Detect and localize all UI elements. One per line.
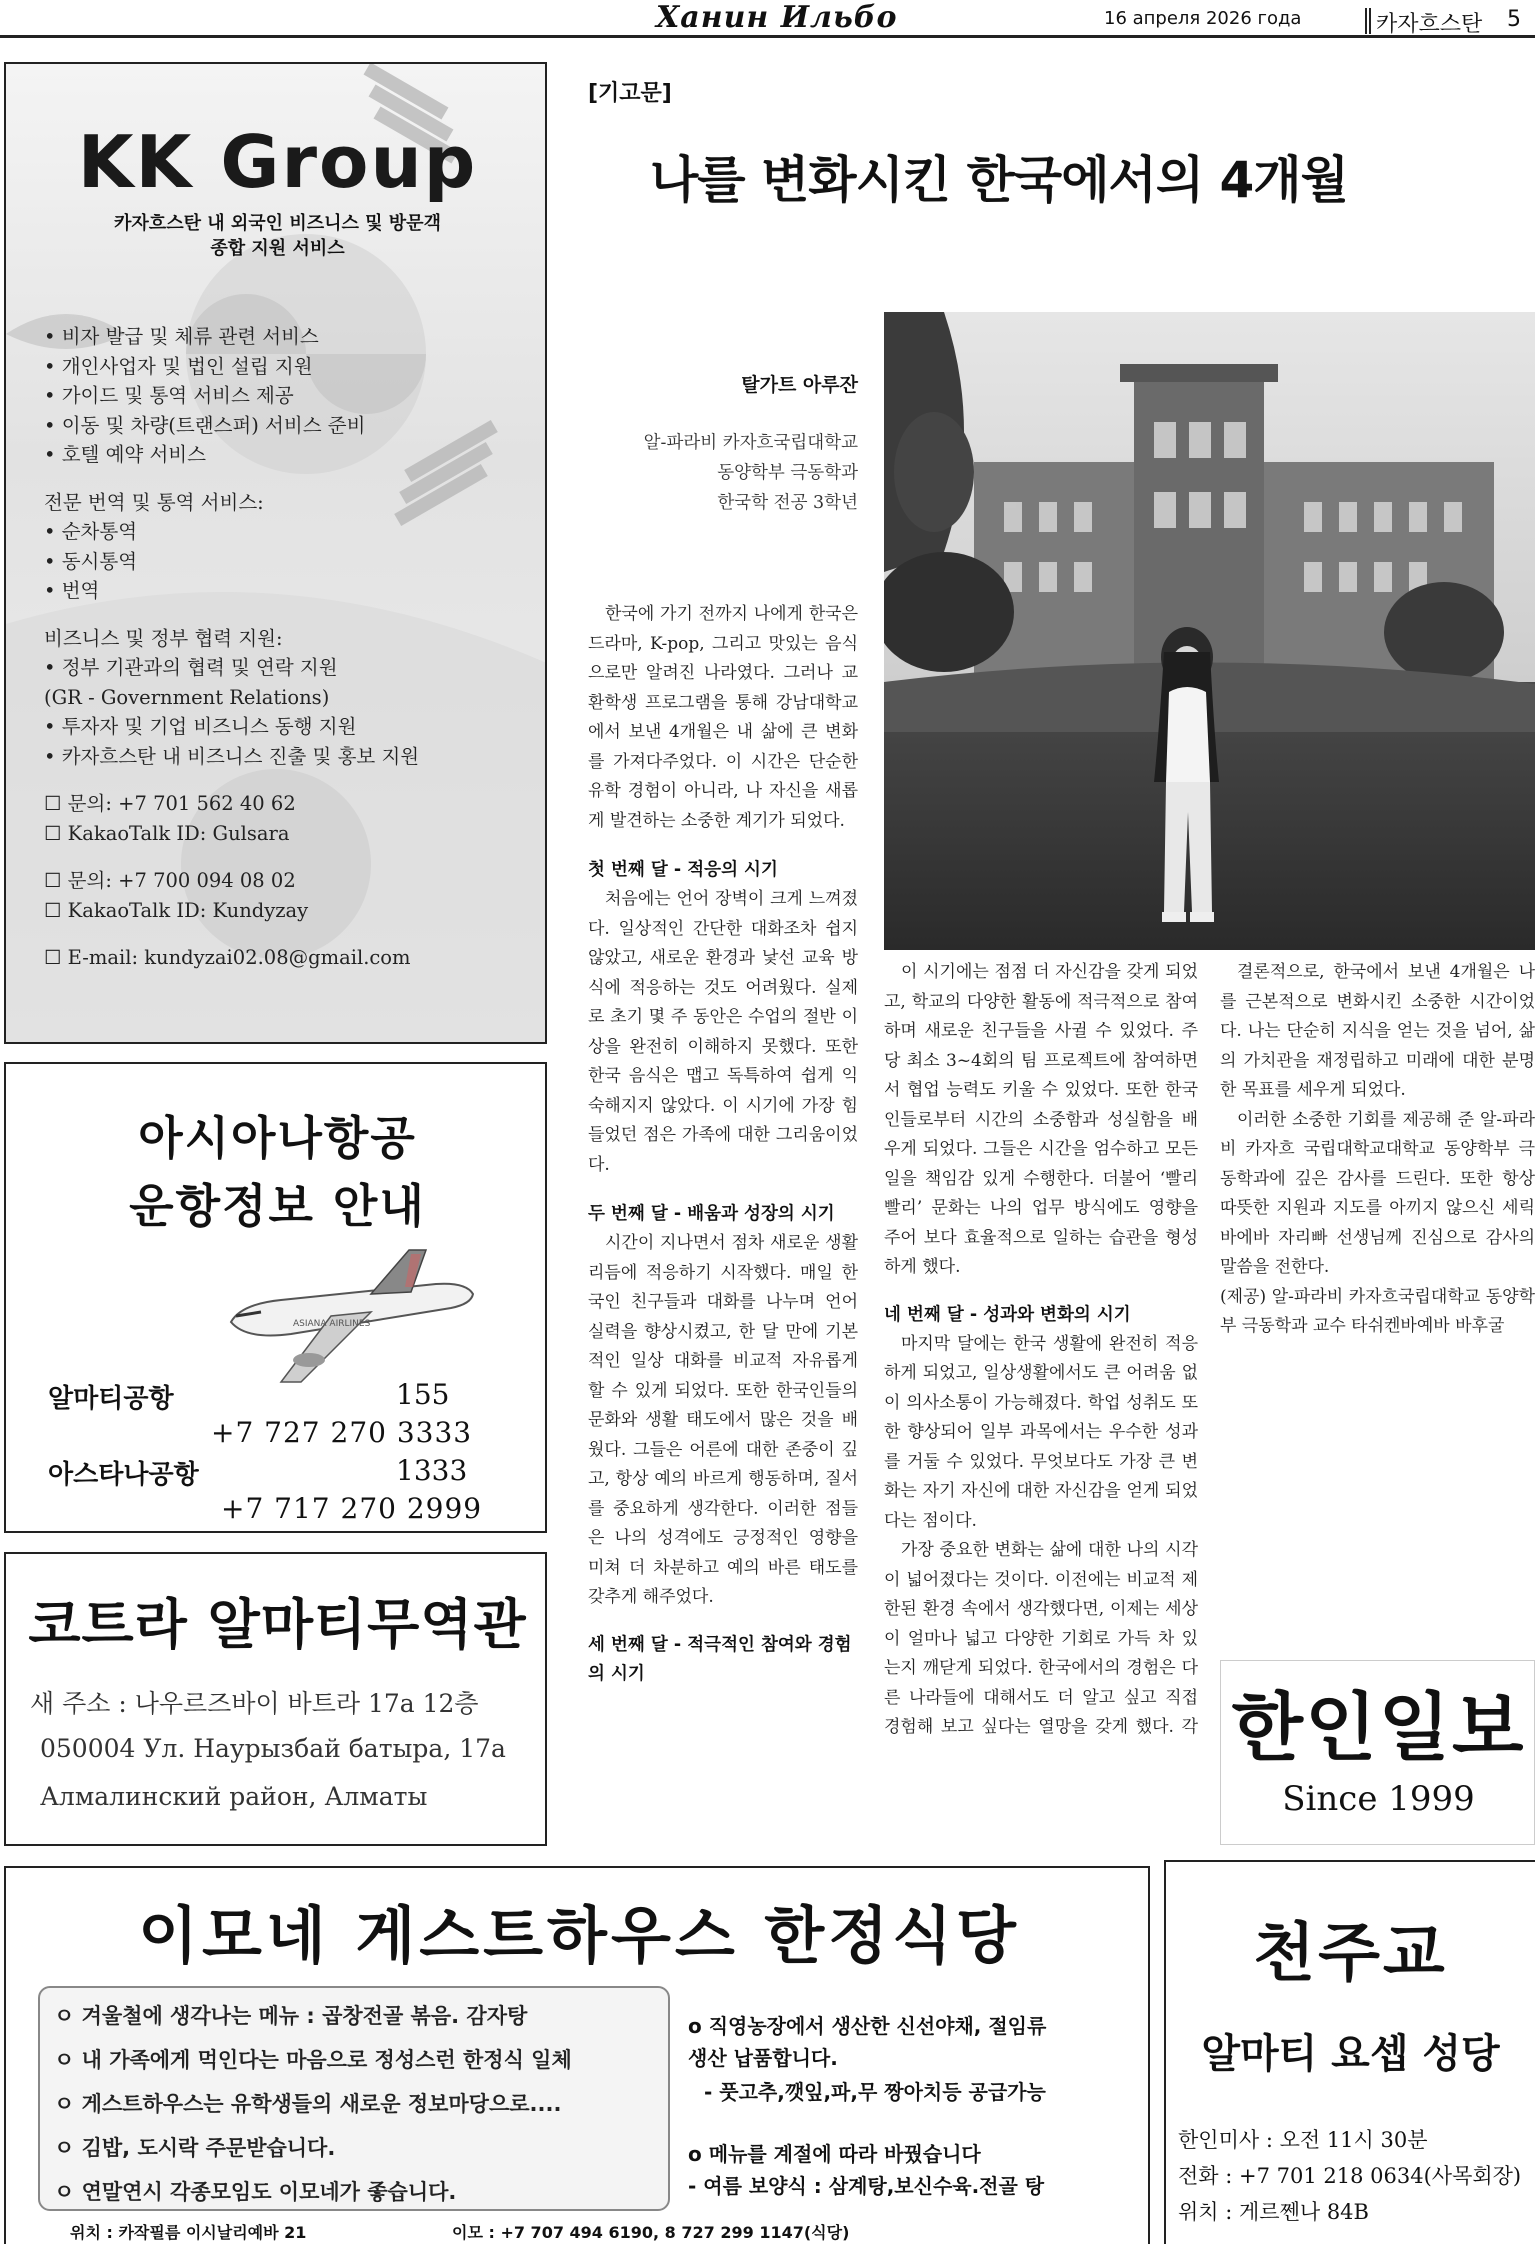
section-heading: 네 번째 달 - 성과와 변화의 시기 xyxy=(884,1304,1131,1325)
farm-line2: 생산 납품합니다. xyxy=(688,2046,838,2070)
article-paragraph: 결론적으로, 한국에서 보낸 4개월은 나를 근본적으로 변화시킨 소중한 시간이었다. 나는 단순히 지식을 얻는 것을 넘어, 삶의 가치관을 재정립하고 미래에 대한 분명한 목표를 세우게 되었다. xyxy=(1220,962,1535,1100)
kk-service-item: • 이동 및 차량(트랜스퍼) 서비스 준비 xyxy=(44,413,366,437)
almaty-airport-code: 155 xyxy=(396,1378,450,1411)
section-heading: 첫 번째 달 - 적응의 시기 xyxy=(588,860,778,880)
almaty-airport-label: 알마티공항 xyxy=(48,1384,174,1414)
kotra-address-korean: 새 주소 : 나우르즈바이 바트라 17a 12층 xyxy=(30,1689,479,1718)
article-paragraph: 시간이 지나면서 점차 새로운 생활 리듬에 적응하기 시작했다. 매일 한국인 친구들과 대화를 나누며 언어 실력을 향상시켰고, 한 달 만에 기본적인 일상 대화를 비교적 자유롭게 할 수 있게 되었다. 또한 한국인들의 문화와 생활 태도에서 많은 것을 배웠다. 그들은 어른에 대한 존중이 깊고, 항상 예의 바르게 행동하며, 질서를 중요하게 생각한다. 이러한 점들은 나의 성격에도 긍정적인 영향을 미쳐 더 차분하고 예의 바른 태도를 갖추게 해주었다. xyxy=(588,1233,858,1607)
airplane-icon xyxy=(221,1242,481,1392)
kk-business-heading: 비즈니스 및 정부 협력 지원: xyxy=(44,626,283,650)
asiana-ad xyxy=(4,1062,547,1533)
affiliation-line: 동양학부 극동학과 xyxy=(717,463,858,483)
article-paragraph: 한국에 가기 전까지 나에게 한국은 드라마, K-pop, 그리고 맛있는 음식으로만 알려진 나라였다. 그러나 교환학생 프로그램을 통해 강남대학교에서 보낸 4개월은 내 삶에 큰 변화를 가져다주었다. 이 시간은 단순한 유학 경험이 아니라, 나 자신을 새롭게 발견하는 소중한 계기가 되었다. xyxy=(588,604,858,831)
kk-group-ad xyxy=(4,62,547,1044)
page-header xyxy=(0,0,1535,38)
church-location: 위치 : 게르쩬나 84B xyxy=(1178,2200,1369,2224)
plane-livery-text: ASIANA AIRLINES xyxy=(293,1319,371,1329)
kk-translation-item: • 번역 xyxy=(44,579,100,602)
kk-contact-phone: ☐ 문의: +7 700 094 08 02 xyxy=(44,869,296,892)
kk-title: KK Group xyxy=(77,120,478,204)
kk-contact-email: ☐ E-mail: kundyzai02.08@gmail.com xyxy=(44,946,411,969)
kotra-title: 코트라 알마티무역관 xyxy=(28,1593,527,1656)
menu-item: ㅇ 겨울철에 생각나는 메뉴 : 곱창전골 볶음. 감자탕 xyxy=(54,2004,528,2028)
kk-business-item: (GR - Government Relations) xyxy=(44,685,330,709)
season-line1: o 메뉴를 계절에 따라 바꿨습니다 xyxy=(688,2142,981,2166)
section-heading: 두 번째 달 - 배움과 성장의 시기 xyxy=(588,1204,835,1224)
menu-item: ㅇ 연말연시 각종모임도 이모네가 좋습니다. xyxy=(54,2180,457,2204)
article-credit: (제공) 알-파라비 카자흐국립대학교 동양학부 극동학과 교수 타쉬켄바예바 바후굴 xyxy=(1220,1286,1535,1336)
astana-airport-phone: +7 717 270 2999 xyxy=(221,1492,483,1525)
section-heading: 세 번째 달 - 적극적인 참여와 경험의 시기 xyxy=(588,1634,852,1684)
kk-translation-heading: 전문 번역 및 통역 서비스: xyxy=(44,490,264,514)
season-line2: - 여름 보양식 : 삼계탕,보신수육.전골 탕 xyxy=(688,2174,1045,2198)
header-divider xyxy=(1365,8,1371,34)
kk-translation-item: • 순차통역 xyxy=(44,520,138,543)
imone-ad xyxy=(4,1866,1150,2244)
article-paragraph: 마지막 달에는 한국 생활에 완전히 적응하게 되었고, 일상생활에서도 큰 어려움 없이 의사소통이 가능해졌다. 학업 성취도 또한 향상되어 일부 과목에서는 우수한 성과를 거둘 수 있었다. 무엇보다도 가장 큰 변화는 자기 자신에 대한 자신감을 얻게 되었다는 점이다. xyxy=(884,1333,1198,1531)
article-paragraph: 이러한 소중한 기회를 제공해 준 알-파라비 카자흐 국립대학교대학교 동양학부 극동학과에 깊은 감사를 드린다. 또한 항상 따뜻한 지원과 지도를 아끼지 않으신 세릭바에바 자리빠 선생님께 진심으로 감사의 말씀을 전한다. xyxy=(1220,1109,1535,1277)
kk-service-item: • 비자 발급 및 체류 관련 서비스 xyxy=(44,325,319,348)
imone-location: 위치 : 카작필름 이시날리예바 21 xyxy=(70,2223,307,2242)
kotra-address-russian-1: 050004 Ул. Наурызбай батыра, 17а xyxy=(40,1734,506,1763)
article-column-3 xyxy=(1220,958,1535,1342)
article-title: 나를 변화시킨 한국에서의 4개월 xyxy=(650,151,1348,209)
kk-business-item: • 투자자 및 기업 비즈니스 동행 지원 xyxy=(44,715,357,738)
article-paragraph: 이 시기에는 점점 더 자신감을 갖게 되었고, 학교의 다양한 활동에 적극적으로 참여하며 새로운 친구들을 사귈 수 있었다. 주당 최소 3~4회의 팀 프로젝트에 참여하면서 협업 능력도 키울 수 있었다. 또한 한국인들로부터 시간의 소중함과 성실함을 배우게 되었다. 그들은 시간을 엄수하고 모든 일을 책임감 있게 수행한다. 더불어 ‘빨리빨리’ 문화는 나의 업무 방식에도 영향을 주어 보다 효율적으로 일하는 습관을 형성하게 했다. xyxy=(884,962,1198,1277)
header-section: 카자흐스탄 xyxy=(1376,12,1483,37)
church-phone: 전화 : +7 701 218 0634(사목회장) xyxy=(1178,2164,1522,2188)
paper-logo-name: 한인일보 xyxy=(1231,1685,1526,1771)
kk-business-item: • 정부 기관과의 협력 및 연락 지원 xyxy=(44,656,338,679)
kk-service-item: • 가이드 및 통역 서비스 제공 xyxy=(44,384,294,407)
article-author: 탈가트 아루잔 xyxy=(741,374,858,396)
kk-subtitle-line1: 카자흐스탄 내 외국인 비즈니스 및 방문객 xyxy=(114,213,441,234)
farm-line3: - 풋고추,깻잎,파,무 짱아치등 공급가능 xyxy=(704,2080,1046,2104)
article-tag: [기고문] xyxy=(588,81,672,106)
menu-item: ㅇ 게스트하우스는 유학생들의 새로운 정보마당으로.... xyxy=(54,2092,562,2116)
astana-airport-code: 1333 xyxy=(396,1454,468,1487)
kotra-ad xyxy=(4,1552,547,1846)
imone-title: 이모네 게스트하우스 한정식당 xyxy=(138,1899,1020,1972)
affiliation-line: 알-파라비 카자흐국립대학교 xyxy=(643,433,858,453)
kk-contact-kakao: ☐ KakaoTalk ID: Kundyzay xyxy=(44,898,309,922)
imone-menu-box xyxy=(38,1986,670,2211)
kotra-address-russian-2: Алмалинский район, Алматы xyxy=(40,1782,428,1811)
church-subtitle: 알마티 요셉 성당 xyxy=(1201,2031,1500,2077)
asiana-title-line2: 운항정보 안내 xyxy=(129,1179,426,1233)
header-date: 16 апреля 2026 года xyxy=(1104,8,1302,29)
kk-service-item: • 호텔 예약 서비스 xyxy=(44,443,206,466)
kk-subtitle-line2: 종합 지원 서비스 xyxy=(210,238,345,259)
kk-translation-item: • 동시통역 xyxy=(44,549,138,573)
kk-services-list xyxy=(44,322,534,973)
masthead: Ханин Ильбо xyxy=(656,0,898,35)
imone-menu-list xyxy=(54,1994,572,2214)
imone-phone: 이모 : +7 707 494 6190, 8 727 299 1147(식당) xyxy=(452,2223,850,2242)
astana-airport-label: 아스타나공항 xyxy=(48,1460,199,1490)
kk-service-item: • 개인사업자 및 법인 설립 지원 xyxy=(44,354,313,378)
asiana-title-line1: 아시아나항공 xyxy=(138,1111,417,1165)
affiliation-line: 한국학 전공 3학년 xyxy=(717,493,858,513)
article-affiliation xyxy=(588,428,858,518)
article-paragraph: 처음에는 언어 장벽이 크게 느껴졌다. 일상적인 간단한 대화조차 쉽지 않았고, 새로운 환경과 낯선 교육 방식에 적응하는 것도 어려웠다. 실제로 초기 몇 주 동안은 수업의 절반 이상을 완전히 이해하지 못했다. 또한 한국 음식은 맵고 독특하여 쉽게 익숙해지지 않았다. 이 시기에 가장 힘들었던 점은 가족에 대한 그리움이었다. xyxy=(588,889,858,1175)
kk-contact-kakao: ☐ KakaoTalk ID: Gulsara xyxy=(44,821,290,845)
article-paragraph: 가장 중요한 변화는 삶에 대한 나의 시각이 넓어졌다는 것이다. 이전에는 비교적 제한된 환경 속에서 생각했다면, 이제는 세상이 얼마나 넓고 다양한 기회로 가득 차 있는지 깨닫게 되었다. 한국에서의 경험은 다른 나라들에 대해서도 더 알고 싶고 직접 경험해 보고 싶다는 열망을 갖게 했다. 각 xyxy=(884,1540,1198,1737)
church-ad xyxy=(1164,1860,1535,2244)
kk-business-item: • 카자흐스탄 내 비즈니스 진출 및 홍보 지원 xyxy=(44,744,420,768)
menu-item: ㅇ 김밥, 도시락 주문받습니다. xyxy=(54,2136,336,2160)
menu-item: ㅇ 내 가족에게 먹인다는 마음으로 정성스런 한정식 일체 xyxy=(54,2048,572,2072)
farm-line1: o 직영농장에서 생산한 신선야채, 절임류 xyxy=(688,2014,1047,2038)
article-column-2 xyxy=(884,958,1198,1743)
paper-logo xyxy=(1220,1660,1535,1845)
almaty-airport-phone: +7 727 270 3333 xyxy=(211,1416,473,1449)
article-column-1 xyxy=(588,600,858,1689)
church-mass-time: 한인미사 : 오전 11시 30분 xyxy=(1178,2128,1428,2152)
church-title: 천주교 xyxy=(1253,1917,1448,1991)
article-photo xyxy=(884,312,1535,950)
paper-logo-since: Since 1999 xyxy=(1282,1779,1475,1819)
kk-contact-phone: ☐ 문의: +7 701 562 40 62 xyxy=(44,792,296,815)
page-number: 5 xyxy=(1507,7,1521,32)
